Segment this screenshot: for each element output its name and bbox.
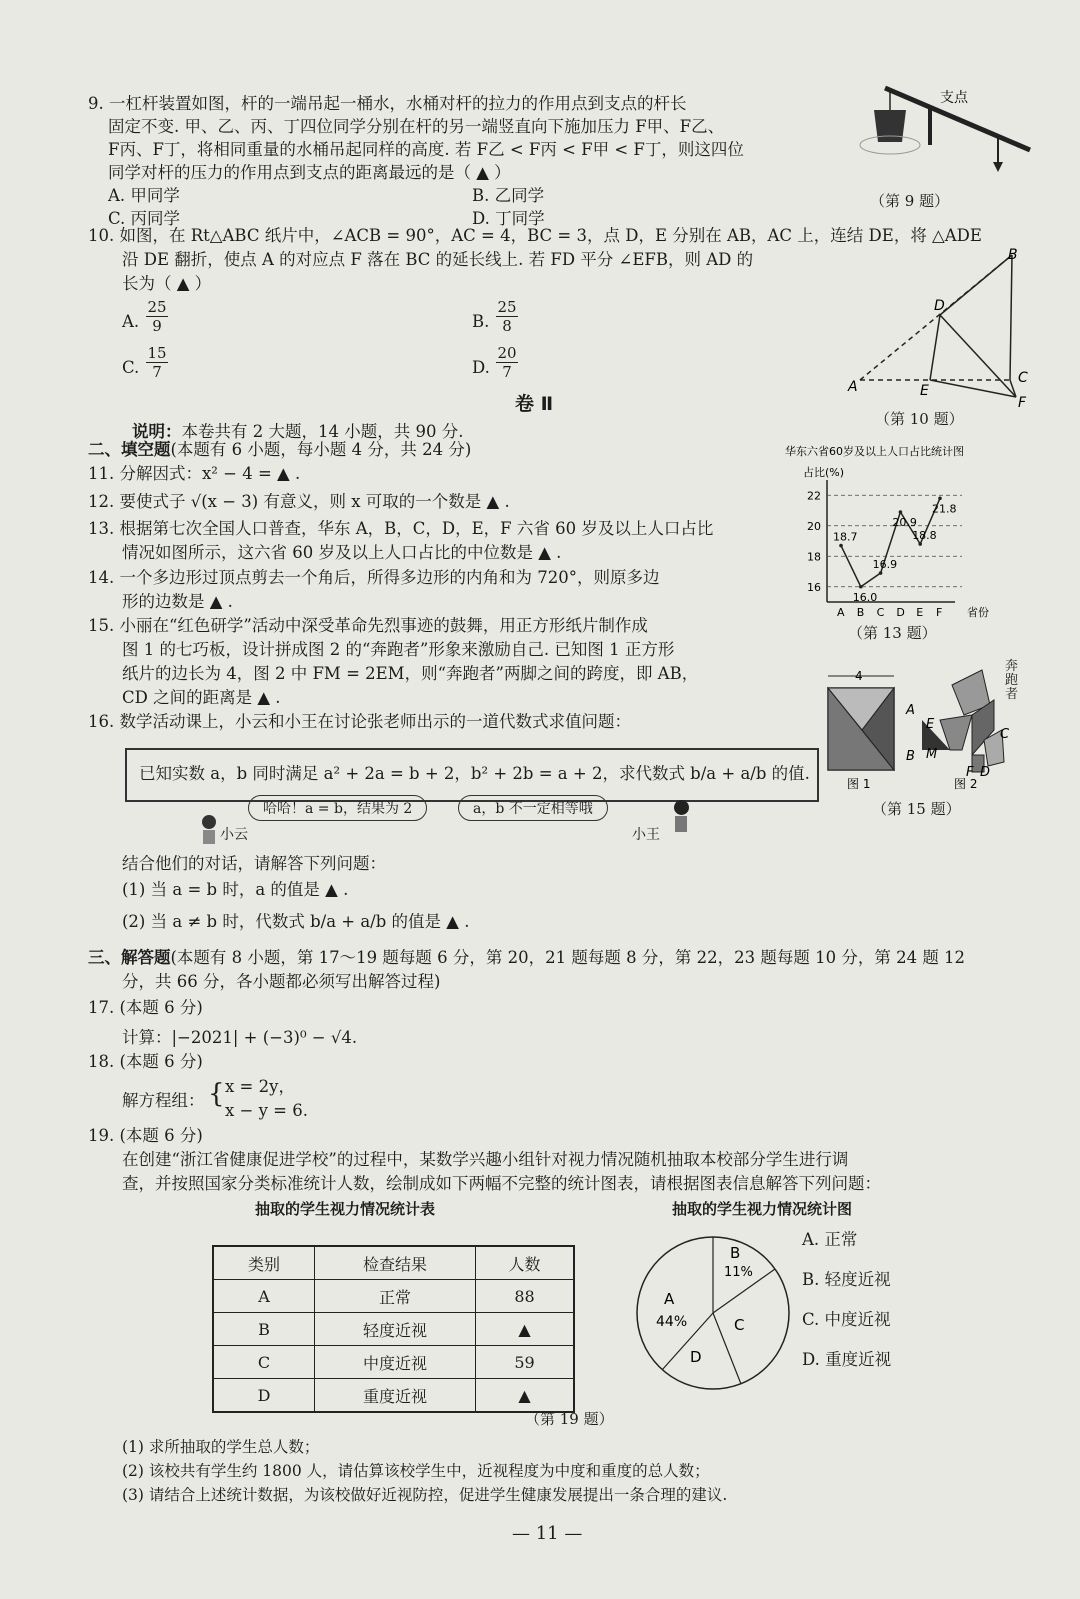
fulcrum-label: 支点	[940, 90, 968, 106]
chart-xlabel: 省份	[967, 606, 989, 619]
sec3-desc1: (本题有 8 小题，第 17～19 题每题 6 分，第 20，21 题每题 8 分，第 22，23 题每题 10 分，第 24 题 12	[170, 948, 966, 967]
q18-eq2: x − y = 6.	[225, 1101, 308, 1120]
chart-ylabel: 占比(%)	[803, 466, 845, 479]
page-number: — 11 —	[512, 1523, 583, 1544]
table-row	[213, 1346, 574, 1379]
table-header-row	[213, 1246, 574, 1280]
legend-d: D. 重度近视	[802, 1350, 892, 1369]
point-a: A	[848, 379, 858, 395]
sec2-desc: (本题有 6 小题，每小题 4 分，共 24 分)	[170, 440, 472, 459]
table-row	[213, 1313, 574, 1346]
header-count: 人数	[476, 1246, 575, 1280]
q19-table-title: 抽取的学生视力情况统计表	[255, 1200, 436, 1218]
q15-line1: 15. 小丽在“红色研学”活动中深受革命先烈事迹的鼓舞，用正方形纸片制作成	[88, 616, 648, 635]
cell: C	[213, 1346, 315, 1379]
y-tick-label: 22	[807, 489, 821, 503]
cell: ▲	[476, 1379, 575, 1413]
frac-num: 25	[147, 298, 167, 316]
population-line-chart	[775, 440, 1045, 625]
y-tick-label: 16	[807, 580, 821, 594]
pie-label-a: A	[664, 1290, 675, 1308]
label-c: C	[1000, 727, 1010, 742]
cell: 59	[476, 1346, 575, 1379]
point-d: D	[934, 298, 945, 314]
chart-title: 华东六省60岁及以上人口占比统计图	[785, 445, 964, 458]
note-label: 说明：	[132, 422, 182, 441]
q10-option-b-label: B.	[472, 312, 490, 331]
cell: 正常	[315, 1280, 476, 1313]
q14-line1: 14. 一个多边形过顶点剪去一个角后，所得多边形的内角和为 720°，则原多边	[88, 568, 660, 587]
q15-line3: 纸片的边长为 4，图 2 中 FM = 2EM，则“奔跑者”两脚之间的跨度，即 AB，	[122, 664, 699, 683]
data-label: 20.9	[892, 516, 917, 530]
header-category: 类别	[213, 1246, 315, 1280]
frac-num: 20	[497, 344, 517, 362]
q11: 11. 分解因式：x² − 4 = ▲ .	[88, 464, 301, 483]
table-row	[213, 1280, 574, 1313]
q18-eq1: x = 2y，	[225, 1077, 295, 1096]
sec3-title: 三、解答题	[88, 948, 171, 967]
x-tick-label: E	[916, 606, 924, 619]
part2-title: 卷 Ⅱ	[515, 393, 554, 415]
q10-option-c-label: C.	[122, 358, 140, 377]
cell: D	[213, 1379, 315, 1413]
q15-caption: （第 15 题）	[872, 800, 961, 818]
data-point	[859, 585, 863, 589]
q10-line3: 长为（ ▲ ）	[122, 274, 212, 293]
q10-caption: （第 10 题）	[875, 410, 964, 428]
frac-den: 7	[502, 363, 512, 381]
q10-option-b-frac	[496, 298, 518, 335]
y-tick-label: 18	[807, 550, 821, 564]
xiaowang-avatar	[672, 800, 690, 834]
q10-option-d-frac	[496, 344, 518, 381]
q16-box-text: 已知实数 a，b 同时满足 a² + 2a = b + 2，b² + 2b = a + 2，求代数式 b/a + a/b 的值.	[139, 764, 810, 783]
q10-option-a-frac	[146, 298, 168, 335]
pie-pct-b: 11%	[724, 1265, 753, 1280]
q19-caption: （第 19 题）	[525, 1410, 614, 1428]
q16-line2: 结合他们的对话，请解答下列问题：	[122, 854, 386, 873]
x-tick-label: C	[876, 606, 885, 619]
fig2-label: 图 2	[954, 777, 978, 791]
sec2-title: 二、填空题	[88, 440, 171, 459]
q16-line1: 16. 数学活动课上，小云和小王在讨论张老师出示的一道代数式求值问题：	[88, 712, 631, 731]
x-tick-label: D	[896, 606, 905, 619]
point-f: F	[1018, 395, 1027, 411]
frac-num: 15	[147, 344, 167, 362]
q10-line1: 10. 如图，在 Rt△ABC 纸片中，∠ACB = 90°，AC = 4，BC = 3，点 D，E 分别在 AB，AC 上，连结 DE，将 △ADE	[88, 226, 982, 245]
q13-caption: （第 13 题）	[848, 624, 937, 642]
q16-sub1: (1) 当 a = b 时，a 的值是 ▲ .	[122, 880, 349, 899]
data-label: 18.8	[912, 529, 937, 543]
q9-option-d: D. 丁同学	[472, 209, 545, 228]
label-d: D	[980, 765, 991, 780]
xiaoyun-name: 小云	[220, 827, 248, 843]
xiaoyun-bubble: 哈哈！a = b，结果为 2	[248, 795, 427, 821]
q18-label: 解方程组：	[122, 1091, 205, 1110]
y-tick-label: 20	[807, 519, 821, 533]
q12: 12. 要使式子 √(x − 3) 有意义，则 x 可取的一个数是 ▲ .	[88, 492, 510, 511]
q10-option-d-label: D.	[472, 358, 490, 377]
runner-label: 奔跑者	[1005, 659, 1019, 702]
x-tick-label: A	[837, 606, 845, 619]
note-text: 本卷共有 2 大题，14 小题，共 90 分.	[181, 422, 464, 441]
data-point	[879, 571, 883, 575]
vision-pie-chart	[632, 1232, 794, 1394]
x-tick-label: B	[856, 606, 865, 619]
cell: 轻度近视	[315, 1313, 476, 1346]
triangle-figure	[840, 245, 1040, 420]
sec3-desc2: 分，共 66 分，各小题都必须写出解答过程)	[122, 972, 441, 991]
cell: 重度近视	[315, 1379, 476, 1413]
lever-figure	[830, 80, 1040, 185]
cell: 88	[476, 1280, 575, 1313]
legend-a: A. 正常	[802, 1230, 858, 1249]
q9-caption: （第 9 题）	[870, 192, 950, 210]
label-b: B	[906, 749, 915, 764]
q9-option-b: B. 乙同学	[472, 186, 545, 205]
side-length-label: 4	[855, 669, 863, 683]
xiaowang-name: 小王	[632, 827, 660, 843]
frac-num: 25	[497, 298, 517, 316]
q19-head: 19. (本题 6 分)	[88, 1126, 203, 1145]
pie-pct-a: 44%	[656, 1314, 688, 1330]
q15-line2: 图 1 的七巧板，设计拼成图 2 的“奔跑者”形象来激励自己. 已知图 1 正方形	[122, 640, 675, 659]
q15-line4: CD 之间的距离是 ▲ .	[122, 688, 281, 707]
header-result: 检查结果	[315, 1246, 476, 1280]
data-label: 18.7	[833, 530, 858, 544]
cell: B	[213, 1313, 315, 1346]
q9-line4: 同学对杆的压力的作用点到支点的距离最远的是（ ▲ ）	[108, 163, 511, 182]
vision-table	[212, 1245, 575, 1413]
q13-line2: 情况如图所示，这六省 60 岁及以上人口占比的中位数是 ▲ .	[122, 543, 562, 562]
q9-line2: 固定不变. 甲、乙、丙、丁四位同学分别在杆的另一端竖直向下施加压力 F甲、F乙、	[108, 117, 725, 136]
table-row	[213, 1379, 574, 1413]
cell: ▲	[476, 1313, 575, 1346]
q9-line3: F丙、F丁，将相同重量的水桶吊起同样的高度. 若 F乙 < F丙 < F甲 < F丁，则这四位	[108, 140, 744, 159]
q10-option-a-label: A.	[122, 312, 140, 331]
q18-head: 18. (本题 6 分)	[88, 1052, 203, 1071]
cell: A	[213, 1280, 315, 1313]
pie-label-d: D	[690, 1348, 702, 1366]
pie-label-c: C	[734, 1316, 745, 1334]
data-label: 21.8	[932, 502, 957, 516]
x-tick-label: F	[936, 606, 943, 619]
data-label: 16.0	[852, 590, 878, 604]
frac-den: 7	[152, 363, 162, 381]
data-point	[938, 497, 942, 501]
label-a: A	[906, 703, 915, 718]
legend-c: C. 中度近视	[802, 1310, 891, 1329]
q14-line2: 形的边数是 ▲ .	[122, 592, 233, 611]
label-f: F	[966, 765, 974, 780]
q16-problem-box	[125, 748, 819, 802]
q10-line2: 沿 DE 翻折，使点 A 的对应点 F 落在 BC 的延长线上. 若 FD 平分 ∠EFB，则 AD 的	[122, 250, 754, 269]
data-point	[899, 510, 903, 514]
point-e: E	[920, 383, 929, 399]
xiaoyun-avatar	[200, 815, 218, 845]
brace: {	[208, 1079, 225, 1109]
sec2-header	[88, 438, 471, 461]
q10-option-c-frac	[146, 344, 168, 381]
q9-option-a: A. 甲同学	[108, 186, 180, 205]
point-c: C	[1018, 370, 1028, 386]
xiaowang-bubble: a，b 不一定相等哦	[458, 795, 608, 821]
data-point	[918, 542, 922, 546]
q9-line1: 9. 一杠杆装置如图，杆的一端吊起一桶水，水桶对杆的拉力的作用点到支点的杆长	[88, 94, 687, 113]
q19-p1: (1) 求所抽取的学生总人数；	[122, 1438, 320, 1456]
legend-b: B. 轻度近视	[802, 1270, 891, 1289]
q19-line1: 在创建“浙江省健康促进学校”的过程中，某数学兴趣小组针对视力情况随机抽取本校部分学生进行调	[122, 1150, 849, 1169]
data-label: 16.9	[872, 558, 898, 572]
q16-sub2: (2) 当 a ≠ b 时，代数式 b/a + a/b 的值是 ▲ .	[122, 912, 470, 931]
q13-line1: 13. 根据第七次全国人口普查，华东 A，B，C，D，E，F 六省 60 岁及以上人口占比	[88, 519, 714, 538]
frac-den: 8	[502, 317, 512, 335]
q17-body: 计算：|−2021| + (−3)⁰ − √4.	[122, 1028, 358, 1047]
q19-p2: (2) 该校共有学生约 1800 人，请估算该校学生中，近视程度为中度和重度的总人数；	[122, 1462, 710, 1480]
q9-option-c: C. 丙同学	[108, 209, 181, 228]
q19-line2: 查，并按照国家分类标准统计人数，绘制成如下两幅不完整的统计图表，请根据图表信息解答下列问题：	[122, 1174, 881, 1193]
fig1-label: 图 1	[847, 777, 871, 791]
label-m: M	[926, 747, 938, 762]
data-point	[839, 544, 843, 548]
point-b: B	[1008, 247, 1018, 263]
q19-p3: (3) 请结合上述统计数据，为该校做好近视防控，促进学生健康发展提出一条合理的建议.	[122, 1486, 728, 1504]
label-e: E	[926, 717, 935, 732]
cell: 中度近视	[315, 1346, 476, 1379]
pie-label-b: B	[730, 1244, 741, 1262]
q17-head: 17. (本题 6 分)	[88, 998, 203, 1017]
sec3-header	[88, 946, 965, 969]
q19-pie-title: 抽取的学生视力情况统计图	[672, 1200, 853, 1218]
frac-den: 9	[152, 317, 162, 335]
